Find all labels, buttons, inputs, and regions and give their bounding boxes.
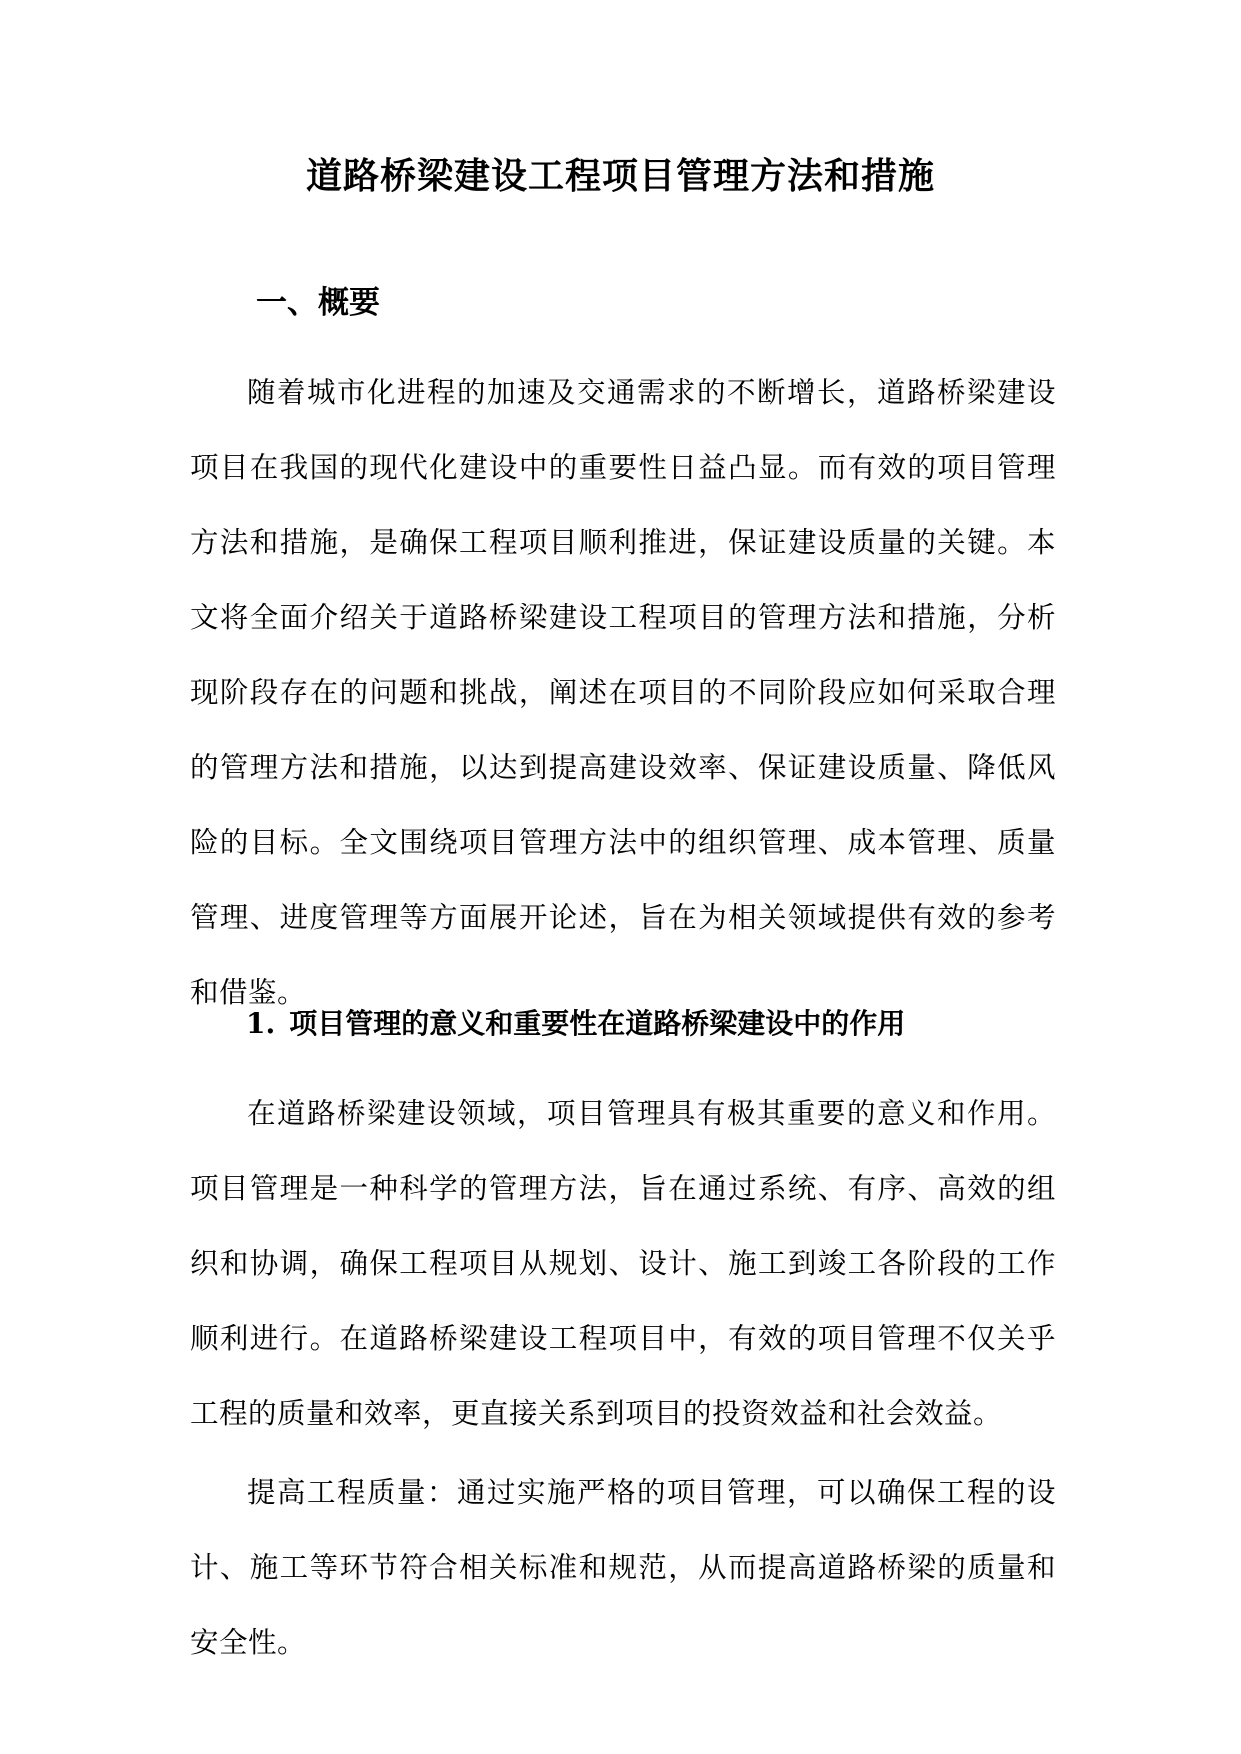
subsection-heading — [246, 1004, 905, 1044]
subsection-heading-text: 项目管理的意义和重要性在道路桥梁建设中的作用 — [289, 1007, 906, 1040]
overview-paragraph: 随着城市化进程的加速及交通需求的不断增长，道路桥梁建设项目在我国的现代化建设中的重要性日益凸显。而有效的项目管理方法和措施，是确保工程项目顺利推进，保证建设质量的关键。本文将全面介绍关于道路桥梁建设工程项目的管理方法和措施，分析现阶段存在的问题和挑战，阐述在项目的不同阶段应如何采取合理的管理方法和措施，以达到提高建设效率、保证建设质量、降低风险的目标。全文围绕项目管理方法中的组织管理、成本管理、质量管理、进度管理等方面展开论述，旨在为相关领域提供有效的参考和借鉴。 — [190, 376, 1056, 1009]
subsection-paragraph-2: 提高工程质量：通过实施严格的项目管理，可以确保工程的设计、施工等环节符合相关标准和规范，从而提高道路桥梁的质量和安全性。 — [190, 1476, 1056, 1659]
section-heading-overview: 一、概要 — [256, 285, 380, 321]
subsection-paragraph-1: 在道路桥梁建设领域，项目管理具有极其重要的意义和作用。项目管理是一种科学的管理方法，旨在通过系统、有序、高效的组织和协调，确保工程项目从规划、设计、施工到竣工各阶段的工作顺利进行。在道路桥梁建设工程项目中，有效的项目管理不仅关乎工程的质量和效率，更直接关系到项目的投资效益和社会效益。 — [190, 1097, 1056, 1430]
subsection-number: 1. — [246, 1007, 276, 1040]
document-title: 道路桥梁建设工程项目管理方法和措施 — [305, 155, 935, 197]
